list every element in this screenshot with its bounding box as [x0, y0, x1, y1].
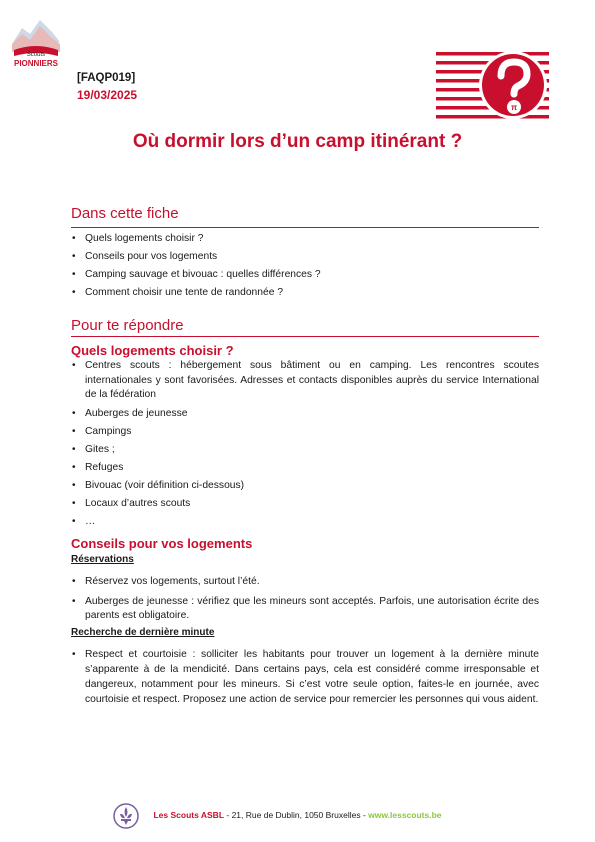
summary-rule: [71, 227, 539, 228]
answer-heading: Pour te répondre: [71, 317, 184, 334]
list-item: • …: [71, 515, 539, 530]
list-item: • Gites ;: [71, 443, 539, 458]
footer: [0, 810, 595, 820]
fiche-reference: [FAQP019]: [77, 72, 136, 84]
answer-rule: [71, 336, 539, 337]
list-item: • Bivouac (voir définition ci-dessous): [71, 479, 539, 494]
fiche-date: 19/03/2025: [77, 88, 138, 102]
question-mark-icon: [436, 52, 549, 122]
lastminute-label: Recherche de dernière minute: [71, 627, 215, 638]
footer-address: - 21, Rue de Dublin, 1050 Bruxelles -: [224, 810, 369, 820]
page-title: Où dormir lors d’un camp itinérant ?: [132, 131, 463, 152]
list-item: • Quels logements choisir ?: [71, 230, 539, 248]
list-item: • Comment choisir une tente de randonnée ?: [71, 284, 539, 302]
summary-list: [71, 230, 539, 302]
sub-heading-conseils: Conseils pour vos logements: [71, 536, 253, 551]
list-item: • Camping sauvage et bivouac : quelles différences ?: [71, 266, 539, 284]
footer-org: Les Scouts ASBL: [153, 810, 225, 820]
reservations-label: Réservations: [71, 554, 134, 565]
list-item: • Refuges: [71, 461, 539, 476]
svg-text:π: π: [510, 103, 518, 112]
list-item: • Campings: [71, 425, 539, 440]
list-item: • Centres scouts : hébergement sous bâtiment ou en camping. Les rencontres scoutes internationales y sont favorisées. Adresses et contacts disponibles auprès du service International de la fédération: [71, 359, 539, 403]
sub-heading-logements: Quels logements choisir ?: [71, 343, 234, 358]
summary-heading: Dans cette fiche: [71, 205, 179, 222]
list-item: • Auberges de jeunesse : vérifiez que les mineurs sont acceptés. Parfois, une autorisation écrite des parents est obligatoire.: [71, 595, 539, 624]
reservations-list: [71, 575, 539, 624]
lastminute-list: [71, 647, 539, 707]
list-item: • Respect et courtoisie : solliciter les habitants pour trouver un logement à la dernière minute s’apparente à de la mendicité. Dans certains pays, cela est considéré comme irresponsable et dangereux, notamment pour les mineurs. Si c’est votre seule option, faites-le en journée, avec courtoisie et respect. Proposez une action de service pour remercier les personnes qui vous aident.: [71, 647, 539, 707]
logements-list: [71, 359, 539, 530]
logo-text: PIONNIERS: [13, 59, 59, 68]
list-item: • Conseils pour vos logements: [71, 248, 539, 266]
list-item: • Auberges de jeunesse: [71, 407, 539, 422]
list-item: • Réservez vos logements, surtout l’été.: [71, 575, 539, 590]
footer-website-link[interactable]: www.lesscouts.be: [368, 810, 442, 820]
logo-script: Scouts: [26, 52, 46, 58]
pionniers-logo: [8, 14, 64, 70]
list-item: • Locaux d’autres scouts: [71, 497, 539, 512]
